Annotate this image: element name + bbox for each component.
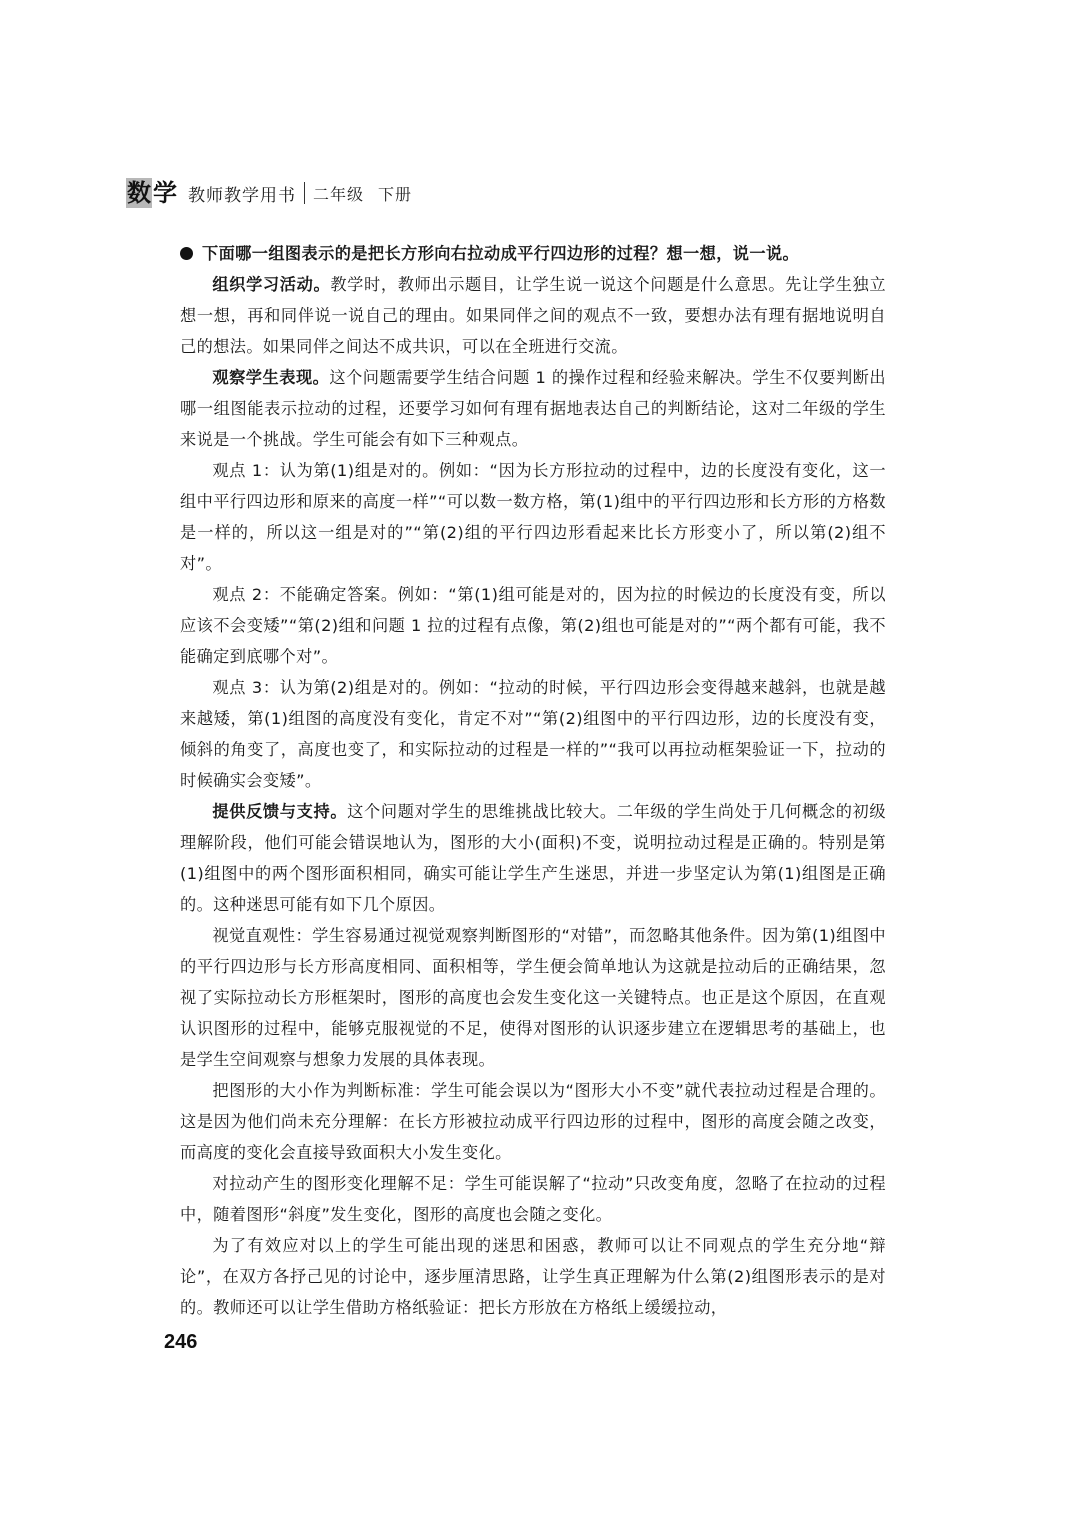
- page-header: [126, 176, 412, 210]
- paragraph-text: 为了有效应对以上的学生可能出现的迷思和困惑，教师可以让不同观点的学生充分地“辩论”，在双方各抒己见的讨论中，逐步厘清思路，让学生真正理解为什么第(2)组图形表示的是对的。教师还可以让学生借助方格纸验证：把长方形放在方格纸上缓缓拉动，: [180, 1236, 886, 1317]
- paragraph-text: 观点 2：不能确定答案。例如：“第(1)组可能是对的，因为拉的时候边的长度没有变，所以应该不会变矮”“第(2)组和问题 1 拉的过程有点像，第(2)组也可能是对的”“两个都有可能，我不能确定到底哪个对”。: [180, 585, 886, 666]
- paragraph-text: 对拉动产生的图形变化理解不足：学生可能误解了“拉动”只改变角度，忽略了在拉动的过程中，随着图形“斜度”发生变化，图形的高度也会随之变化。: [180, 1174, 886, 1224]
- paragraph-text: 观点 1：认为第(1)组是对的。例如：“因为长方形拉动的过程中，边的长度没有变化，这一组中平行四边形和原来的高度一样”“可以数一数方格，第(1)组中的平行四边形和长方形的方格数是一样的，所以这一组是对的”“第(2)组的平行四边形看起来比长方形变小了，所以第(2)组不对”。: [180, 461, 886, 573]
- paragraph-text: 这个问题需要学生结合问题 1 的操作过程和经验来解决。学生不仅要判断出哪一组图能表示拉动的过程，还要学习如何有理有据地表达自己的判断结论，这对二年级的学生来说是一个挑战。学生可能会有如下三种观点。: [180, 368, 886, 449]
- question-text: 下面哪一组图表示的是把长方形向右拉动成平行四边形的过程？想一想，说一说。: [202, 244, 800, 263]
- page-number: 246: [164, 1331, 198, 1353]
- volume-label: 下册: [378, 184, 413, 204]
- paragraph-text: 教学时，教师出示题目，让学生说一说这个问题是什么意思。先让学生独立想一想，再和同伴说一说自己的理由。如果同伴之间的观点不一致，要想办法有理有据地说明自己的想法。如果同伴之间达不成共识，可以在全班进行交流。: [180, 275, 886, 356]
- paragraph: [180, 455, 886, 579]
- section-heading: 观察学生表现。: [212, 368, 330, 387]
- header-divider: [304, 182, 305, 204]
- book-title: 教师教学用书: [188, 185, 296, 206]
- grade-label: 二年级: [313, 184, 365, 204]
- paragraph: [180, 1230, 886, 1323]
- subject-logo-char: 数: [127, 178, 151, 207]
- section-heading: 组织学习活动。: [212, 275, 331, 294]
- paragraph-text: 把图形的大小作为判断标准：学生可能会误以为“图形大小不变”就代表拉动过程是合理的。这是因为他们尚未充分理解：在长方形被拉动成平行四边形的过程中，图形的高度会随之改变，而高度的变化会直接导致面积大小发生变化。: [180, 1081, 886, 1162]
- paragraph: [180, 1075, 886, 1168]
- subject-logo-char: 学: [153, 178, 177, 207]
- bullet-icon: [180, 247, 193, 260]
- question-paragraph: [180, 238, 886, 269]
- paragraph: [180, 920, 886, 1075]
- paragraph: [180, 269, 886, 362]
- paragraph: [180, 672, 886, 796]
- paragraph-text: 视觉直观性：学生容易通过视觉观察判断图形的“对错”，而忽略其他条件。因为第(1)组图中的平行四边形与长方形高度相同、面积相等，学生便会简单地认为这就是拉动后的正确结果，忽视了实际拉动长方形框架时，图形的高度也会发生变化这一关键特点。也正是这个原因，在直观认识图形的过程中，能够克服视觉的不足，使得对图形的认识逐步建立在逻辑思考的基础上，也是学生空间观察与想象力发展的具体表现。: [180, 926, 886, 1069]
- section-heading: 提供反馈与支持。: [212, 802, 348, 821]
- paragraph: [180, 1168, 886, 1230]
- main-content: [180, 238, 886, 1323]
- paragraph: [180, 796, 886, 920]
- paragraph: [180, 362, 886, 455]
- paragraph-text: 观点 3：认为第(2)组是对的。例如：“拉动的时候，平行四边形会变得越来越斜，也就是越来越矮，第(1)组图的高度没有变化，肯定不对”“第(2)组图中的平行四边形，边的长度没有变，倾斜的角变了，高度也变了，和实际拉动的过程是一样的”“我可以再拉动框架验证一下，拉动的时候确实会变矮”。: [180, 678, 886, 790]
- paragraph: [180, 579, 886, 672]
- paragraph-text: 这个问题对学生的思维挑战比较大。二年级的学生尚处于几何概念的初级理解阶段，他们可能会错误地认为，图形的大小(面积)不变，说明拉动过程是正确的。特别是第(1)组图中的两个图形面积相同，确实可能让学生产生迷思，并进一步坚定认为第(1)组图是正确的。这种迷思可能有如下几个原因。: [180, 802, 886, 914]
- subject-logo: [126, 178, 178, 208]
